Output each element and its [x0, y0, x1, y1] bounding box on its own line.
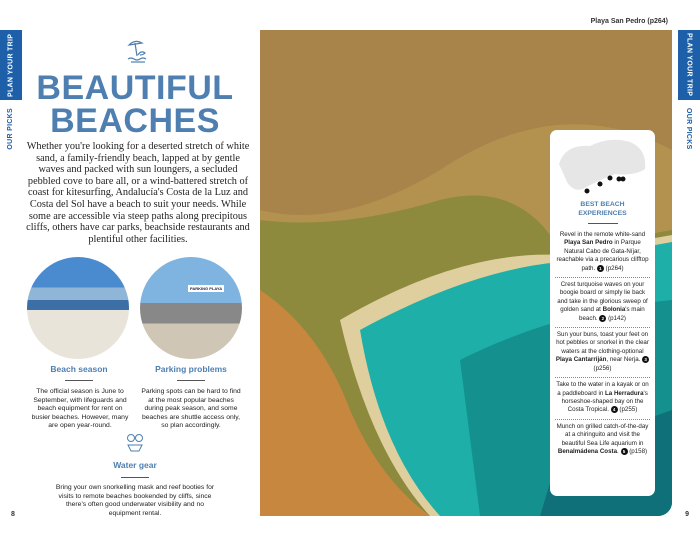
item-text: Take to the water in a kayak or on a paddleboard in	[556, 381, 649, 397]
map-marker-number: 2	[599, 315, 606, 322]
andalucia-map	[555, 134, 650, 194]
photo-caption: Playa San Pedro (p264)	[590, 18, 668, 25]
map-marker-number: 4	[611, 406, 618, 413]
experience-item	[555, 378, 650, 420]
item-text: , near Nerja.	[606, 356, 641, 364]
beach-name: Bolonia	[602, 306, 626, 314]
page-reference: (p264)	[605, 264, 624, 272]
tip-title: Water gear	[113, 460, 157, 470]
item-text: .	[617, 447, 619, 455]
experience-item	[555, 228, 650, 278]
divider	[121, 477, 149, 478]
experience-item	[555, 328, 650, 378]
map-marker-number: 1	[597, 265, 604, 272]
item-text: 's horseshoe-shaped bay on the Costa Tropical.	[561, 389, 648, 414]
beach-name: La Herradura	[605, 389, 644, 397]
beach-name: Playa San Pedro	[564, 239, 613, 247]
heading-line: BEST BEACH	[580, 201, 625, 208]
divider	[177, 380, 205, 381]
intro-text: Whether you're looking for a deserted stretch of white sand, a family-friendly beach, lapped at by gentle waves and packed with sun loungers, a secluded pebbled cove to bare all, or a wind-battered stretch of coast for kitesurfing, Andalucía's Costa de la Luz and Costa del Sol have a beach to suit your needs. While some are accessible via steep paths along precipitous cliffs, others have car parks, beachside restaurants and plentiful other facilities.	[24, 141, 252, 245]
item-text: 's main beach.	[579, 306, 645, 322]
page-reference: (p255)	[619, 406, 638, 414]
experience-item	[555, 278, 650, 328]
item-text: Revel in the remote white-sand	[559, 231, 646, 238]
tip-text: Parking spots can be hard to find at the most popular beaches during peak season, and some beaches are shuttle access only, so plan accordingly.	[141, 388, 241, 430]
bikini-icon	[126, 432, 144, 454]
page-reference: (p256)	[593, 364, 612, 372]
section-tab-plan-your-trip[interactable]: PLAN YOUR TRIP	[678, 30, 700, 100]
heading-line: EXPERIENCES	[578, 210, 627, 217]
beach-photo	[27, 257, 129, 359]
divider	[65, 380, 93, 381]
item-text: Sun your buns, toast your feet on hot pebbles or snorkel in the clear waters at the clothing-optional	[556, 331, 649, 355]
tip-text: Bring your own snorkelling mask and reef booties for visits to remote beaches bookended by cliffs, since there's often good underwater visibility and no equipment rental.	[55, 484, 215, 517]
tip-title: Parking problems	[155, 364, 227, 374]
parking-sign: PARKING PLAYA	[190, 286, 223, 291]
tip-title: Beach season	[50, 364, 108, 374]
beach-name: Benalmádena Costa	[557, 447, 618, 455]
page-title	[30, 69, 240, 140]
sub-tab-our-picks[interactable]: OUR PICKS	[7, 108, 14, 150]
page-reference: (p142)	[608, 314, 626, 322]
divider	[588, 223, 618, 224]
page-reference: (p158)	[629, 447, 648, 455]
section-tab-plan-your-trip[interactable]: PLAN YOUR TRIP	[0, 30, 22, 100]
beach-umbrella-icon	[125, 38, 151, 64]
page-number: 8	[11, 511, 15, 518]
title-line: BEAUTIFUL	[36, 69, 234, 107]
map-marker-number: 3	[642, 356, 649, 363]
item-text: Munch on grilled catch-of-the-day at a chiringuito and visit the beautiful Sea Life aquarium in	[556, 422, 649, 447]
page-number: 9	[685, 511, 689, 518]
best-beach-experiences-card	[550, 130, 655, 496]
sub-tab-our-picks[interactable]: OUR PICKS	[685, 108, 692, 150]
parking-photo	[140, 257, 242, 359]
title-line: BEACHES	[50, 102, 220, 140]
card-heading	[555, 200, 650, 218]
item-text: Crest turquoise waves on your boogie board or simply lie back and take in the glorious sweep of golden sand at	[557, 281, 648, 314]
experience-item	[555, 420, 650, 461]
tip-text: The official season is June to September, with lifeguards and beach equipment for rent on busier beaches. However, many are open year-round.	[31, 388, 129, 430]
map-marker-number: 5	[621, 448, 628, 455]
item-text: in Parque Natural Cabo de Gata-Níjar, reachable via a precarious clifftop path.	[556, 239, 649, 272]
beach-name: Playa Cantarriján	[555, 356, 607, 364]
